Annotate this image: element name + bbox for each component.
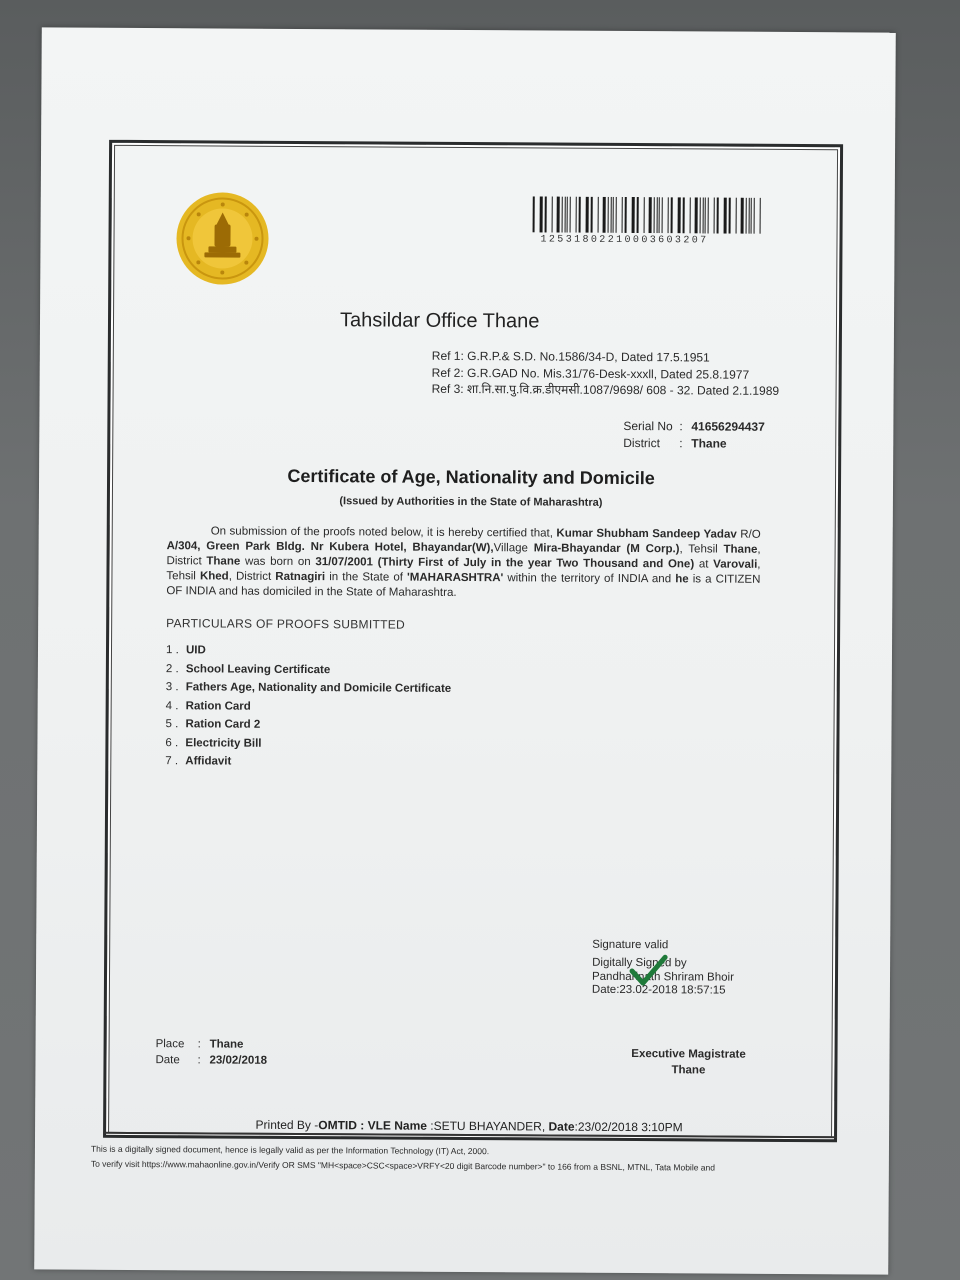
list-item: 3 . Fathers Age, Nationality and Domicile Certificate <box>165 681 452 695</box>
digital-signature <box>592 939 734 998</box>
certificate-subtitle: (Issued by Authorities in the State of Maharashtra) <box>339 495 603 509</box>
reference-line: Ref 2: G.R.GAD No. Mis.31/76-Desk-xxxll, Dated 25.8.1977 <box>431 365 750 382</box>
serial-value: 41656294437 <box>691 419 765 434</box>
birthplace: Varovali <box>713 558 758 571</box>
certificate-paper <box>34 27 896 1274</box>
holder-name: Kumar Shubham Sandeep Yadav <box>556 527 737 541</box>
signature-valid-label: Signature valid <box>592 938 669 952</box>
date-value: 23/02/2018 <box>209 1054 268 1067</box>
magistrate-location: Thane <box>671 1064 706 1077</box>
district-value: Thane <box>691 436 727 451</box>
magistrate-block <box>613 1046 763 1079</box>
certificate-body: On submission of the proofs noted below, it is hereby certified that, Kumar Shubham Sandeep Yadav R/O A/304, Green Park Bldg. Nr Kubera Hotel, Bhayandar(W),Village Mira-Bhayandar (M Corp.), Tehsil Thane, District Thane was born on 31/07/2001 (Thirty First of July in the year Two Thousand and One) at Varovali, Tehsil Khed, District Ratnagiri in the State of 'MAHARASHTRA' within the territory of INDIA and he is a CITIZEN OF INDIA and has domiciled in the State of Maharashtra. <box>166 525 761 599</box>
list-item: 6 . Electricity Bill <box>165 736 262 750</box>
particulars-heading: PARTICULARS OF PROOFS SUBMITTED <box>166 616 406 632</box>
footer-line: This is a digitally signed document, hence is legally valid as per the Information Technology (IT) Act, 2000. <box>90 1143 490 1157</box>
office-title: Tahsildar Office Thane <box>339 309 540 333</box>
district-label: District <box>623 435 660 451</box>
list-item: 5 . Ration Card 2 <box>165 718 261 731</box>
signature-line: Pandharinath Shriram Bhoir <box>591 970 734 984</box>
reference-line: Ref 1: G.R.P.& S.D. No.1586/34-D, Dated 17.5.1951 <box>431 348 710 365</box>
maharashtra-seal-icon <box>174 190 271 287</box>
list-item: 4 . Ration Card <box>165 699 251 713</box>
reference-line: Ref 3: शा.नि.सा.पु.वि.क्र.डीएमसी.1087/9698/ 608 - 32. Dated 2.1.1989 <box>431 381 780 398</box>
reference-list <box>432 348 780 400</box>
signature-line: Date:23.02-2018 18:57:15 <box>591 983 726 997</box>
place-date-block: Place : Thane Date : 23/02/2018 <box>155 1038 268 1067</box>
holder-address: A/304, Green Park Bldg. Nr Kubera Hotel, Bhayandar(W), <box>166 540 494 555</box>
check-icon <box>628 953 668 987</box>
list-item: 1 . UID <box>165 644 206 657</box>
date-of-birth: 31/07/2001 (Thirty First of July in the year Two Thousand and One) <box>315 556 695 571</box>
signature-line: Digitally Signed by <box>592 956 687 970</box>
footer-note <box>91 1142 871 1177</box>
proofs-list <box>165 644 451 775</box>
list-item: 7 . Affidavit <box>165 755 232 768</box>
magistrate-title: Executive Magistrate <box>631 1048 746 1061</box>
serial-label: Serial No <box>623 418 673 434</box>
place-value: Thane <box>209 1038 244 1051</box>
list-item: 2 . School Leaving Certificate <box>165 662 331 676</box>
barcode-graphic <box>531 196 767 233</box>
footer-line: To verify visit https://www.mahaonline.gov.in/Verify OR SMS "MH<space>CSC<space>VRFY<20 digit Barcode number>" to 166 from a BSNL, MTNL, Tata Mobile and <box>90 1158 716 1173</box>
certificate-title: Certificate of Age, Nationality and Domicile <box>287 465 655 489</box>
printed-by-line: Printed By -OMTID : VLE Name :SETU BHAYANDER, Date:23/02/2018 3:10PM <box>255 1117 683 1135</box>
barcode-number: 12531802210003603207 <box>540 234 709 247</box>
holder-village: Mira-Bhayandar (M Corp.) <box>533 542 680 556</box>
serial-block: Serial No : 41656294437 District : Thane <box>623 418 765 451</box>
